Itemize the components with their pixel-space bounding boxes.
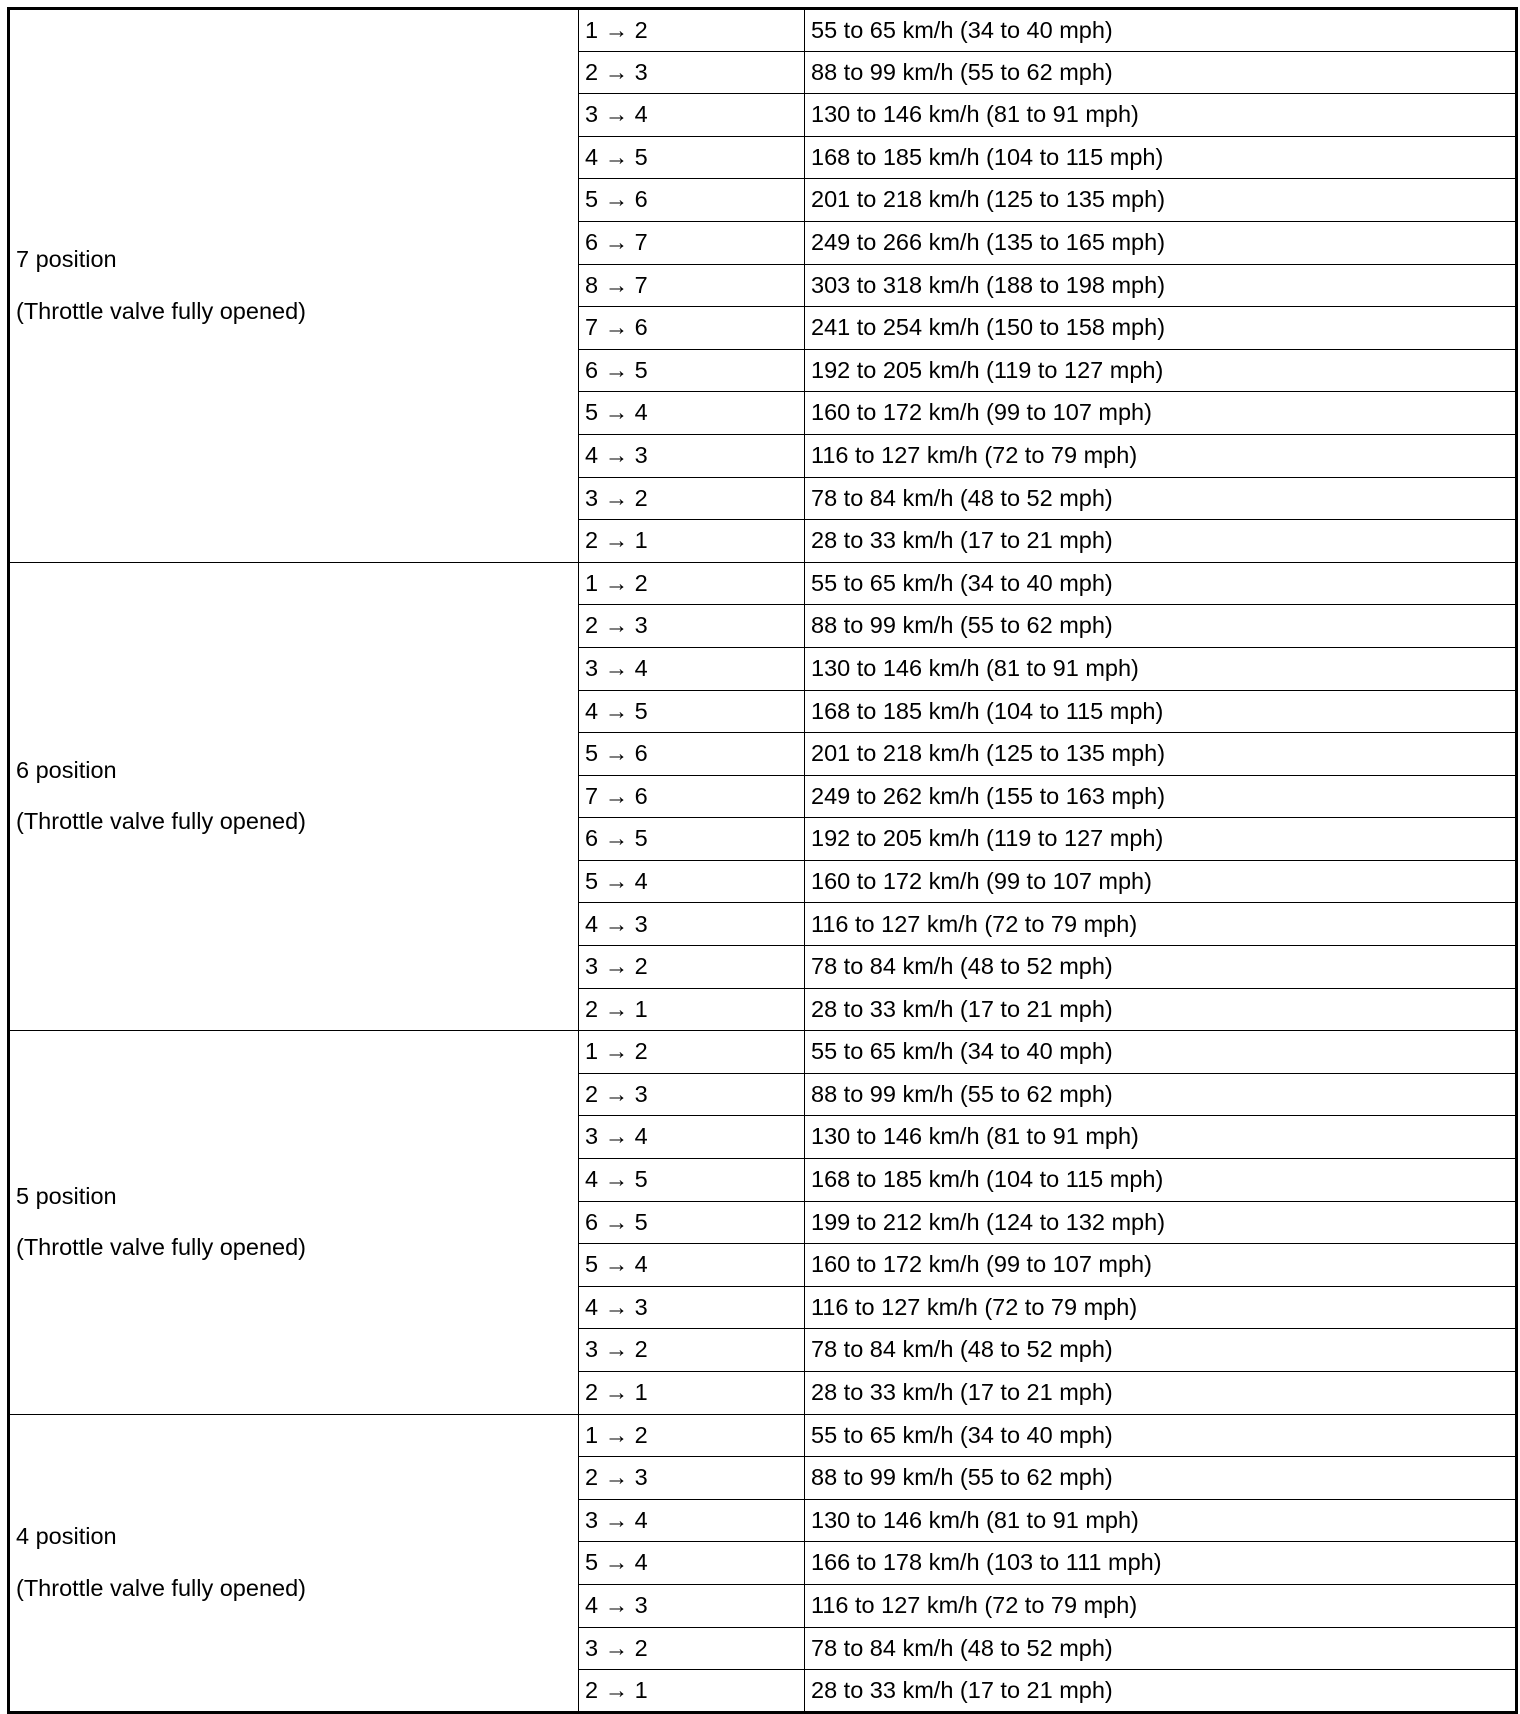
table-body: [9, 9, 1517, 1713]
shift-cell: 2 → 1: [579, 1670, 805, 1713]
position-note: (Throttle valve fully opened): [16, 1234, 306, 1261]
speed-cell: 116 to 127 km/h (72 to 79 mph): [805, 434, 1517, 477]
speed-cell: 88 to 99 km/h (55 to 62 mph): [805, 1073, 1517, 1116]
shift-cell: 1 → 2: [579, 1031, 805, 1074]
position-note: (Throttle valve fully opened): [16, 1574, 306, 1601]
speed-cell: 78 to 84 km/h (48 to 52 mph): [805, 477, 1517, 520]
shift-cell: 5 → 4: [579, 860, 805, 903]
shift-cell: 6 → 5: [579, 818, 805, 861]
shift-cell: 3 → 2: [579, 946, 805, 989]
speed-cell: 303 to 318 km/h (188 to 198 mph): [805, 264, 1517, 307]
speed-cell: 28 to 33 km/h (17 to 21 mph): [805, 988, 1517, 1031]
speed-cell: 168 to 185 km/h (104 to 115 mph): [805, 690, 1517, 733]
speed-cell: 88 to 99 km/h (55 to 62 mph): [805, 605, 1517, 648]
speed-cell: 55 to 65 km/h (34 to 40 mph): [805, 562, 1517, 605]
speed-cell: 28 to 33 km/h (17 to 21 mph): [805, 520, 1517, 563]
shift-cell: 3 → 4: [579, 1499, 805, 1542]
shift-cell: 4 → 5: [579, 1159, 805, 1202]
position-label: 4 position: [16, 1523, 117, 1550]
position-note: (Throttle valve fully opened): [16, 808, 306, 835]
speed-cell: 192 to 205 km/h (119 to 127 mph): [805, 818, 1517, 861]
table-row: [9, 562, 1517, 605]
shift-cell: 7 → 6: [579, 775, 805, 818]
shift-cell: 3 → 2: [579, 477, 805, 520]
shift-cell: 4 → 3: [579, 1286, 805, 1329]
shift-cell: 2 → 3: [579, 1073, 805, 1116]
table-row: [9, 1414, 1517, 1457]
shift-cell: 2 → 3: [579, 51, 805, 94]
shift-cell: 2 → 3: [579, 1457, 805, 1500]
shift-cell: 5 → 6: [579, 733, 805, 776]
speed-cell: 130 to 146 km/h (81 to 91 mph): [805, 94, 1517, 137]
speed-cell: 130 to 146 km/h (81 to 91 mph): [805, 1116, 1517, 1159]
speed-cell: 55 to 65 km/h (34 to 40 mph): [805, 1414, 1517, 1457]
position-label: 6 position: [16, 756, 117, 783]
position-cell: [9, 1031, 579, 1414]
shift-cell: 4 → 3: [579, 1584, 805, 1627]
speed-cell: 28 to 33 km/h (17 to 21 mph): [805, 1372, 1517, 1415]
speed-cell: 168 to 185 km/h (104 to 115 mph): [805, 1159, 1517, 1202]
shift-cell: 1 → 2: [579, 562, 805, 605]
shift-cell: 4 → 5: [579, 136, 805, 179]
position-cell: [9, 9, 579, 563]
speed-cell: 116 to 127 km/h (72 to 79 mph): [805, 903, 1517, 946]
speed-cell: 78 to 84 km/h (48 to 52 mph): [805, 1627, 1517, 1670]
speed-cell: 241 to 254 km/h (150 to 158 mph): [805, 307, 1517, 350]
speed-cell: 160 to 172 km/h (99 to 107 mph): [805, 1244, 1517, 1287]
speed-cell: 199 to 212 km/h (124 to 132 mph): [805, 1201, 1517, 1244]
shift-cell: 2 → 1: [579, 988, 805, 1031]
shift-cell: 6 → 5: [579, 349, 805, 392]
shift-cell: 2 → 1: [579, 1372, 805, 1415]
speed-cell: 160 to 172 km/h (99 to 107 mph): [805, 392, 1517, 435]
speed-cell: 160 to 172 km/h (99 to 107 mph): [805, 860, 1517, 903]
table-row: [9, 1031, 1517, 1074]
shift-cell: 5 → 4: [579, 1244, 805, 1287]
position-cell: [9, 562, 579, 1031]
speed-cell: 201 to 218 km/h (125 to 135 mph): [805, 733, 1517, 776]
speed-cell: 130 to 146 km/h (81 to 91 mph): [805, 1499, 1517, 1542]
shift-cell: 6 → 7: [579, 221, 805, 264]
shift-cell: 4 → 5: [579, 690, 805, 733]
shift-speed-table: [7, 7, 1518, 1714]
speed-cell: 116 to 127 km/h (72 to 79 mph): [805, 1584, 1517, 1627]
speed-cell: 88 to 99 km/h (55 to 62 mph): [805, 51, 1517, 94]
shift-cell: 8 → 7: [579, 264, 805, 307]
speed-cell: 249 to 262 km/h (155 to 163 mph): [805, 775, 1517, 818]
shift-cell: 5 → 6: [579, 179, 805, 222]
speed-cell: 116 to 127 km/h (72 to 79 mph): [805, 1286, 1517, 1329]
position-label: 5 position: [16, 1182, 117, 1209]
shift-cell: 3 → 4: [579, 647, 805, 690]
speed-cell: 88 to 99 km/h (55 to 62 mph): [805, 1457, 1517, 1500]
speed-cell: 78 to 84 km/h (48 to 52 mph): [805, 946, 1517, 989]
speed-cell: 55 to 65 km/h (34 to 40 mph): [805, 9, 1517, 52]
speed-cell: 130 to 146 km/h (81 to 91 mph): [805, 647, 1517, 690]
speed-cell: 249 to 266 km/h (135 to 165 mph): [805, 221, 1517, 264]
position-note: (Throttle valve fully opened): [16, 297, 306, 324]
shift-cell: 1 → 2: [579, 9, 805, 52]
speed-cell: 192 to 205 km/h (119 to 127 mph): [805, 349, 1517, 392]
shift-cell: 4 → 3: [579, 434, 805, 477]
shift-cell: 5 → 4: [579, 392, 805, 435]
shift-cell: 3 → 2: [579, 1329, 805, 1372]
shift-cell: 2 → 3: [579, 605, 805, 648]
speed-cell: 201 to 218 km/h (125 to 135 mph): [805, 179, 1517, 222]
speed-cell: 78 to 84 km/h (48 to 52 mph): [805, 1329, 1517, 1372]
shift-cell: 4 → 3: [579, 903, 805, 946]
shift-cell: 2 → 1: [579, 520, 805, 563]
shift-cell: 5 → 4: [579, 1542, 805, 1585]
shift-cell: 3 → 4: [579, 94, 805, 137]
position-label: 7 position: [16, 246, 117, 273]
speed-cell: 168 to 185 km/h (104 to 115 mph): [805, 136, 1517, 179]
shift-cell: 3 → 2: [579, 1627, 805, 1670]
speed-cell: 55 to 65 km/h (34 to 40 mph): [805, 1031, 1517, 1074]
table-row: [9, 9, 1517, 52]
shift-cell: 3 → 4: [579, 1116, 805, 1159]
position-cell: [9, 1414, 579, 1712]
shift-cell: 1 → 2: [579, 1414, 805, 1457]
shift-cell: 6 → 5: [579, 1201, 805, 1244]
speed-cell: 166 to 178 km/h (103 to 111 mph): [805, 1542, 1517, 1585]
shift-cell: 7 → 6: [579, 307, 805, 350]
speed-cell: 28 to 33 km/h (17 to 21 mph): [805, 1670, 1517, 1713]
